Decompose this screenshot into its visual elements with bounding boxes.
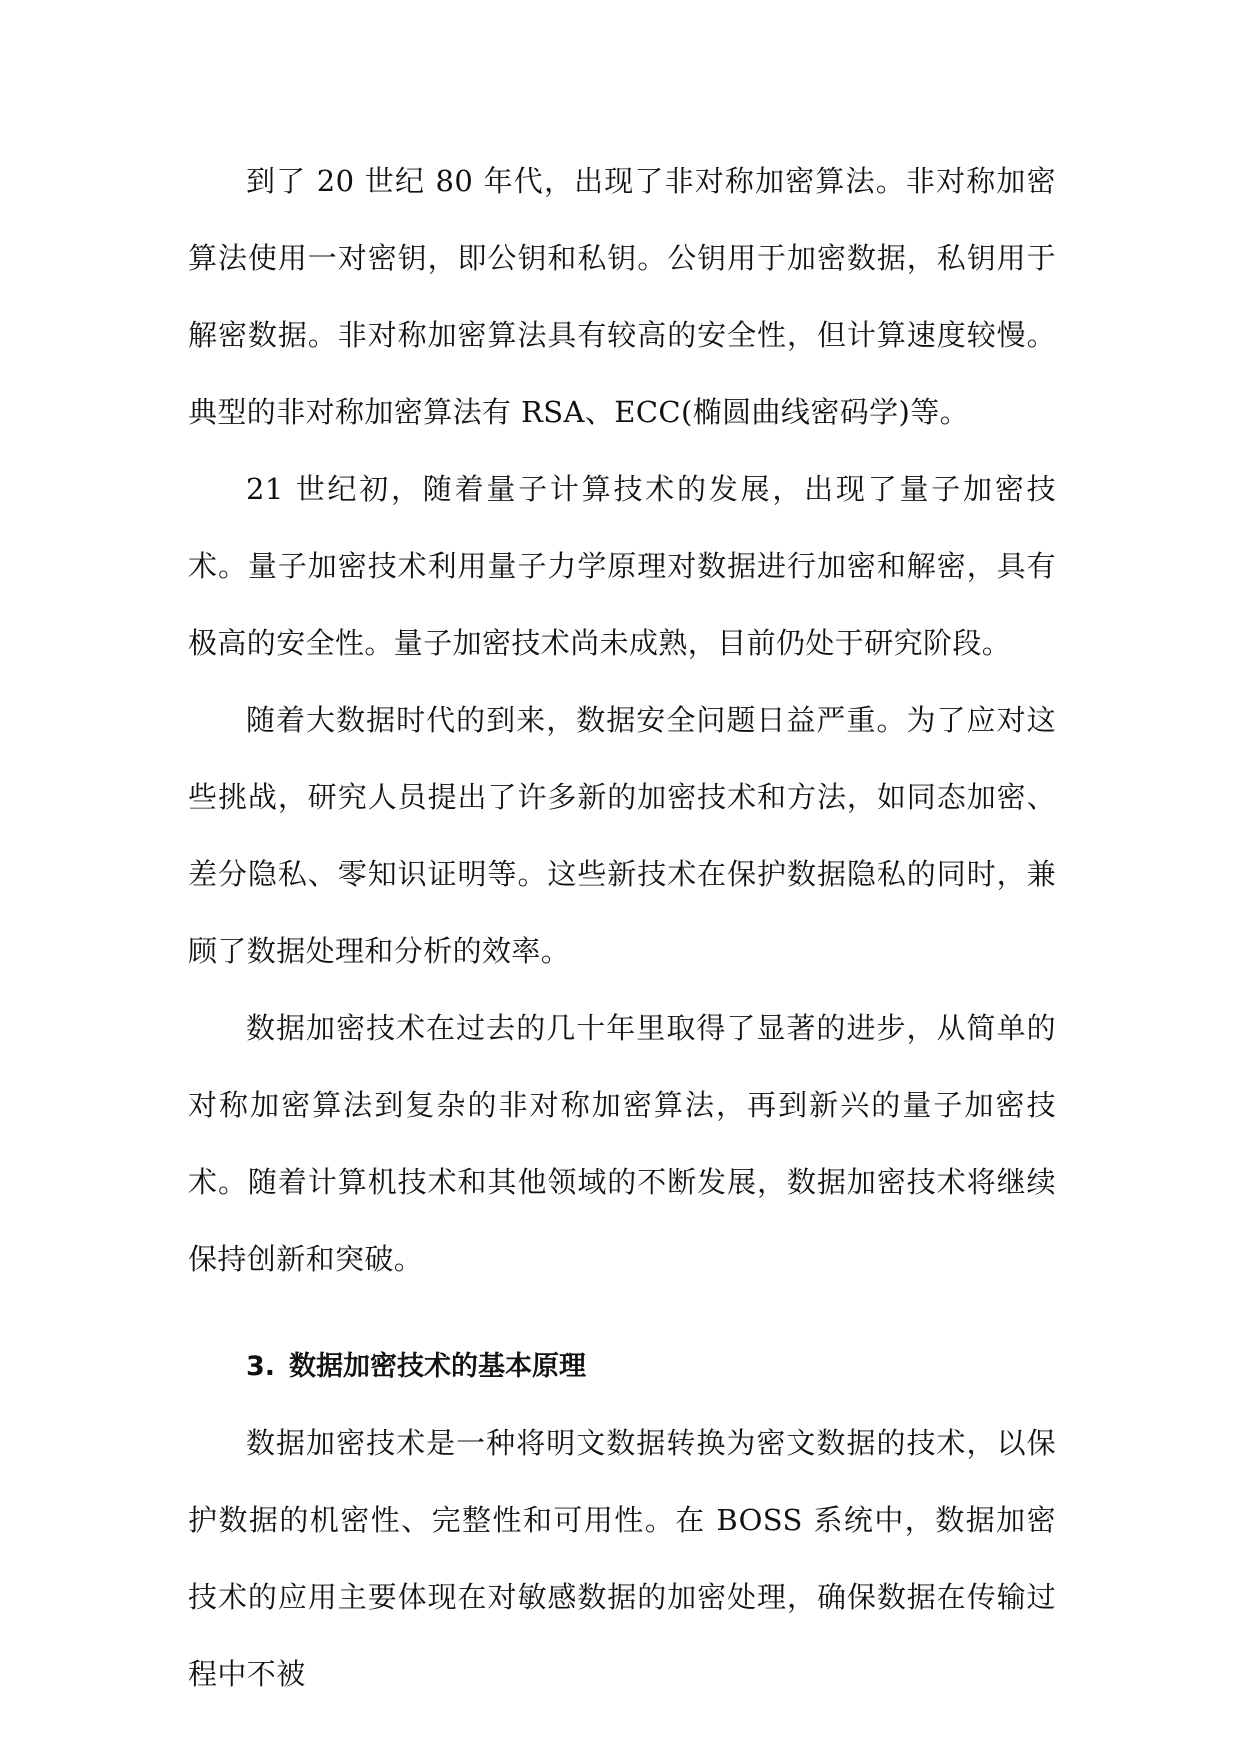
- paragraph-quantum-encryption: 21 世纪初，随着量子计算技术的发展，出现了量子加密技术。量子加密技术利用量子力学原理对数据进行加密和解密，具有极高的安全性。量子加密技术尚未成熟，目前仍处于研究阶段。: [188, 472, 1056, 660]
- paragraph-big-data-security: 随着大数据时代的到来，数据安全问题日益严重。为了应对这些挑战，研究人员提出了许多新的加密技术和方法，如同态加密、差分隐私、零知识证明等。这些新技术在保护数据隐私的同时，兼顾了数据处理和分析的效率。: [188, 703, 1056, 968]
- section-number: 3.: [246, 1351, 276, 1382]
- section-title: 数据加密技术的基本原理: [289, 1351, 587, 1382]
- section-heading: [188, 1328, 1056, 1405]
- paragraph-summary: 数据加密技术在过去的几十年里取得了显著的进步，从简单的对称加密算法到复杂的非对称加密算法，再到新兴的量子加密技术。随着计算机技术和其他领域的不断发展，数据加密技术将继续保持创新和突破。: [188, 1011, 1056, 1276]
- paragraph-basic-principle: 数据加密技术是一种将明文数据转换为密文数据的技术，以保护数据的机密性、完整性和可用性。在 BOSS 系统中，数据加密技术的应用主要体现在对敏感数据的加密处理，确保数据在传输过程中不被: [188, 1426, 1056, 1691]
- document-body: [188, 143, 1056, 1713]
- paragraph-asymmetric-encryption: 到了 20 世纪 80 年代，出现了非对称加密算法。非对称加密算法使用一对密钥，即公钥和私钥。公钥用于加密数据，私钥用于解密数据。非对称加密算法具有较高的安全性，但计算速度较慢。典型的非对称加密算法有 RSA、ECC(椭圆曲线密码学)等。: [188, 164, 1056, 429]
